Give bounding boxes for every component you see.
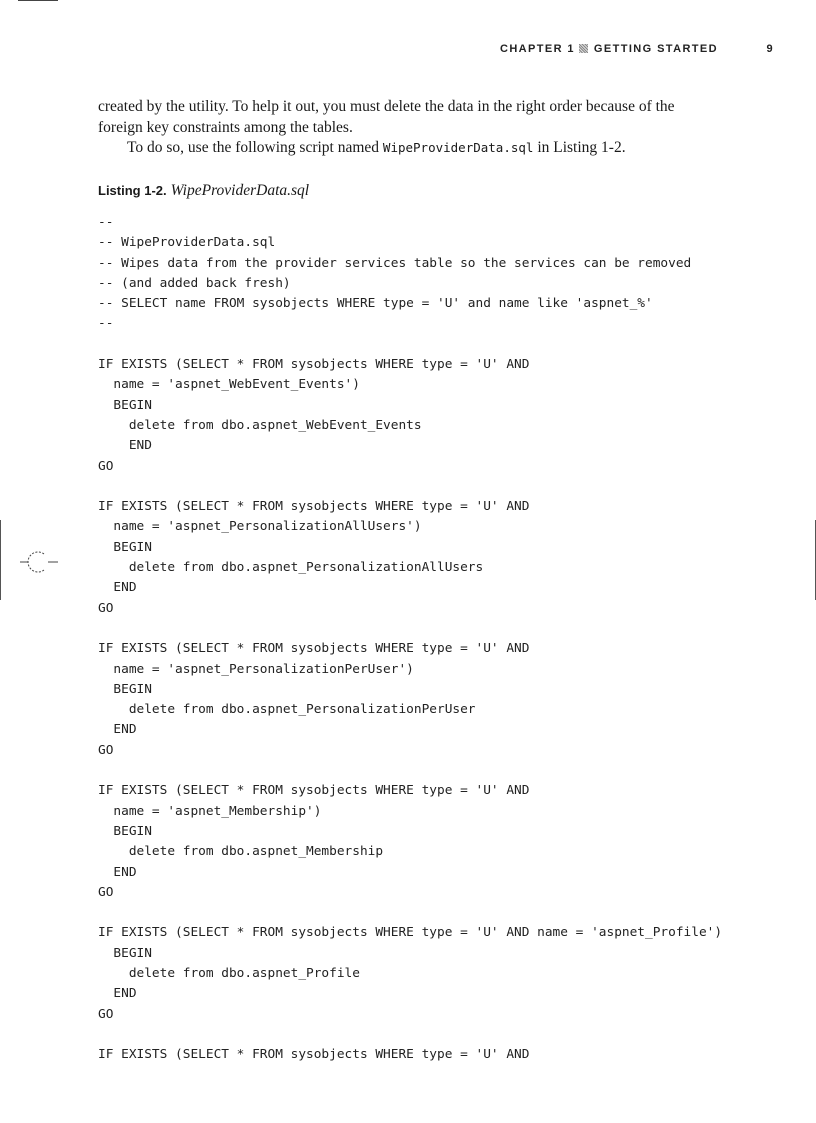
code-line: IF EXISTS (SELECT * FROM sysobjects WHERE type = 'U' AND (98, 641, 530, 657)
code-line: END (98, 986, 137, 1002)
code-line: delete from dbo.aspnet_Profile (98, 965, 360, 981)
code-line: END (98, 864, 137, 880)
paragraph-text: in Listing 1-2. (533, 139, 626, 156)
chapter-label: CHAPTER 1 (499, 43, 575, 55)
page-number: 9 (766, 43, 774, 55)
code-line: -- (98, 316, 114, 332)
code-line: -- WipeProviderData.sql (98, 235, 276, 251)
code-line: name = 'aspnet_Membership') (98, 803, 322, 819)
code-line: -- (98, 215, 114, 230)
code-line (98, 761, 722, 781)
code-line: -- (and added back fresh) (98, 275, 291, 291)
code-line: IF EXISTS (SELECT * FROM sysobjects WHERE type = 'U' AND (98, 1047, 530, 1063)
code-line (98, 1025, 722, 1045)
code-line: BEGIN (98, 397, 152, 413)
inline-code: WipeProviderData.sql (382, 140, 534, 155)
code-line: BEGIN (98, 539, 152, 555)
code-listing (98, 213, 722, 1065)
listing-title: WipeProviderData.sql (170, 182, 310, 199)
code-line (98, 477, 722, 497)
code-line: IF EXISTS (SELECT * FROM sysobjects WHERE type = 'U' AND name = 'aspnet_Profile') (98, 925, 723, 941)
section-label: GETTING STARTED (593, 43, 718, 55)
separator-icon (579, 44, 588, 53)
code-line: GO (98, 884, 114, 900)
code-line: BEGIN (98, 823, 152, 839)
code-line: GO (98, 1006, 114, 1022)
code-line: name = 'aspnet_PersonalizationPerUser') (98, 661, 414, 677)
code-line: GO (98, 458, 114, 474)
code-line (98, 335, 722, 355)
code-line (98, 619, 722, 639)
code-line: END (98, 722, 137, 738)
code-line: delete from dbo.aspnet_Membership (98, 844, 384, 860)
code-line (98, 903, 722, 923)
paragraph: created by the utility. To help it out, you must delete the data in the right order because of the foreign key constraints among the tables. (98, 98, 675, 136)
code-line: delete from dbo.aspnet_PersonalizationAllUsers (98, 560, 484, 576)
code-line: -- SELECT name FROM sysobjects WHERE type = 'U' and name like 'aspnet_%' (98, 296, 653, 312)
code-line: delete from dbo.aspnet_WebEvent_Events (98, 417, 422, 433)
code-line: END (98, 438, 152, 454)
code-line: GO (98, 742, 114, 758)
code-line: name = 'aspnet_WebEvent_Events') (98, 377, 360, 393)
code-line: IF EXISTS (SELECT * FROM sysobjects WHERE type = 'U' AND (98, 783, 530, 799)
code-line: END (98, 580, 137, 596)
code-line: IF EXISTS (SELECT * FROM sysobjects WHERE type = 'U' AND (98, 357, 530, 373)
code-line: BEGIN (98, 945, 152, 961)
code-line: GO (98, 600, 114, 616)
registration-mark-icon (0, 520, 60, 600)
top-crop-line (18, 0, 58, 1)
body-text (98, 97, 718, 159)
chapter-heading (500, 43, 718, 55)
code-line: name = 'aspnet_PersonalizationAllUsers') (98, 519, 422, 535)
listing-caption (98, 182, 309, 200)
listing-label: Listing 1-2. (98, 183, 167, 198)
code-line: IF EXISTS (SELECT * FROM sysobjects WHERE type = 'U' AND (98, 499, 530, 515)
paragraph-text: To do so, use the following script named (127, 139, 383, 156)
running-head (98, 43, 774, 59)
code-line: -- Wipes data from the provider services table so the services can be removed (98, 255, 692, 271)
code-line: BEGIN (98, 681, 152, 697)
paragraph (98, 138, 718, 159)
code-line: delete from dbo.aspnet_PersonalizationPerUser (98, 702, 476, 718)
